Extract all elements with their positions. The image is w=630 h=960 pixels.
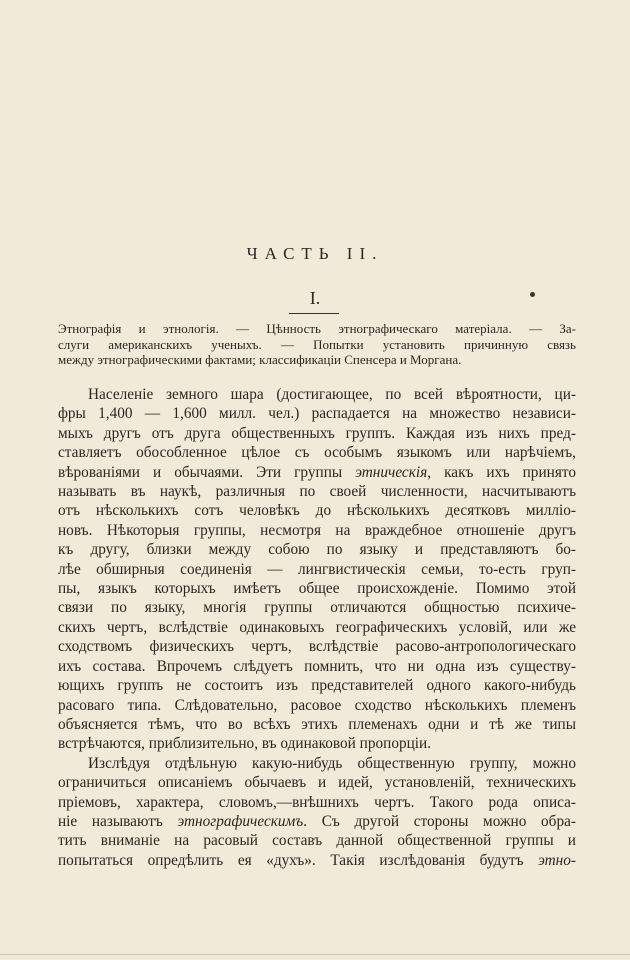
text-line: скихъ чертъ, вслѣдствіе одинаковыхъ географическихъ условій, или же	[58, 618, 576, 636]
text-line: ограничиться описаніемъ обычаевъ и идей, установленій, техническихъ	[58, 774, 576, 792]
text-line: связи по языку, многія группы отличаются общностью психиче-	[58, 599, 576, 617]
summary-line: между этнографическими фактами; классификаціи Спенсера и Моргана.	[58, 352, 462, 367]
text-segment: ніе называютъ	[58, 812, 163, 830]
chapter-summary	[58, 321, 576, 368]
part-title: ЧАСТЬ II.	[246, 244, 384, 263]
text-line: мыхъ другъ отъ друга общественныхъ группъ. Каждая изъ нихъ пред-	[58, 424, 576, 442]
text-line: ставляетъ обособленное цѣлое съ особымъ языкомъ или нарѣчіемъ,	[58, 444, 576, 462]
text-line	[58, 851, 576, 870]
text-line: пріемовъ, характера, словомъ,—внѣшнихъ чертъ. Такого рода описа-	[58, 793, 576, 811]
text-line: пы, языкъ которыхъ имѣетъ общее происхожденіе. Помимо этой	[58, 580, 576, 598]
text-line: объясняется тѣмъ, что во всѣхъ этихъ племенахъ одни и тѣ же типы	[58, 715, 576, 733]
text-segment: , какъ ихъ принято	[427, 463, 576, 481]
text-segment: попытаться опредѣлить ея «духъ». Такія изслѣдованія будутъ	[58, 851, 524, 869]
text-line	[58, 812, 576, 831]
text-line: отъ нѣсколькихъ сотъ человѣкъ до нѣсколькихъ десятковъ милліо-	[58, 502, 576, 520]
text-line: тить вниманіе на расовый составъ данной общественной группы и	[58, 832, 576, 850]
text-line	[58, 463, 576, 482]
text-line: Населеніе земного шара (достигающее, по всей вѣроятности, ци-	[88, 386, 576, 403]
chapter-number: I.	[309, 288, 321, 308]
text-segment: . Съ другой стороны можно обра-	[303, 812, 576, 830]
italic-term: этническія	[355, 463, 428, 481]
text-line: ихъ состава. Впрочемъ слѣдуетъ помнить, что ни одна изъ существу-	[58, 657, 576, 675]
summary-line: слуги американскихъ ученыхъ. — Попытки установить причинную связь	[58, 336, 576, 352]
chapter-divider	[289, 313, 339, 314]
text-line: фры 1,400 — 1,600 милл. чел.) распадается на множество независи-	[58, 405, 576, 423]
text-line: ющихъ группъ не состоитъ изъ представителей одного какого-нибудь	[58, 677, 576, 695]
italic-term: этно-	[538, 851, 576, 869]
text-line: встрѣчаются, приблизительно, въ одинаковой пропорціи.	[58, 735, 432, 753]
summary-line: Этнографія и этнологія. — Цѣнность этнографическаго матеріала. — За-	[58, 321, 576, 336]
text-line: сходствомъ физическихъ чертъ, вслѣдствіе расово-антропологическаго	[58, 638, 576, 656]
body-text	[58, 385, 576, 870]
text-line: новъ. Нѣкоторыя группы, несмотря на враждебное отношеніе другъ	[58, 521, 576, 539]
text-segment: вѣрованіями и обычаями. Эти группы	[58, 463, 343, 481]
italic-term: этнографическимъ	[177, 812, 304, 830]
page-bottom-edge	[0, 954, 630, 955]
text-line: называть въ наукѣ, различныя по своей численности, насчитываютъ	[58, 483, 576, 501]
text-line: лѣе обширныя соединенія — лингвистическія семьи, то-есть груп-	[58, 560, 576, 578]
text-line: къ другу, близки между собою по языку и представляютъ бо-	[58, 541, 576, 559]
text-line: расоваго типа. Слѣдовательно, расовое сходство нѣсколькихъ племенъ	[58, 696, 576, 714]
text-line: Изслѣдуя отдѣльную какую-нибудь общественную группу, можно	[88, 754, 576, 772]
